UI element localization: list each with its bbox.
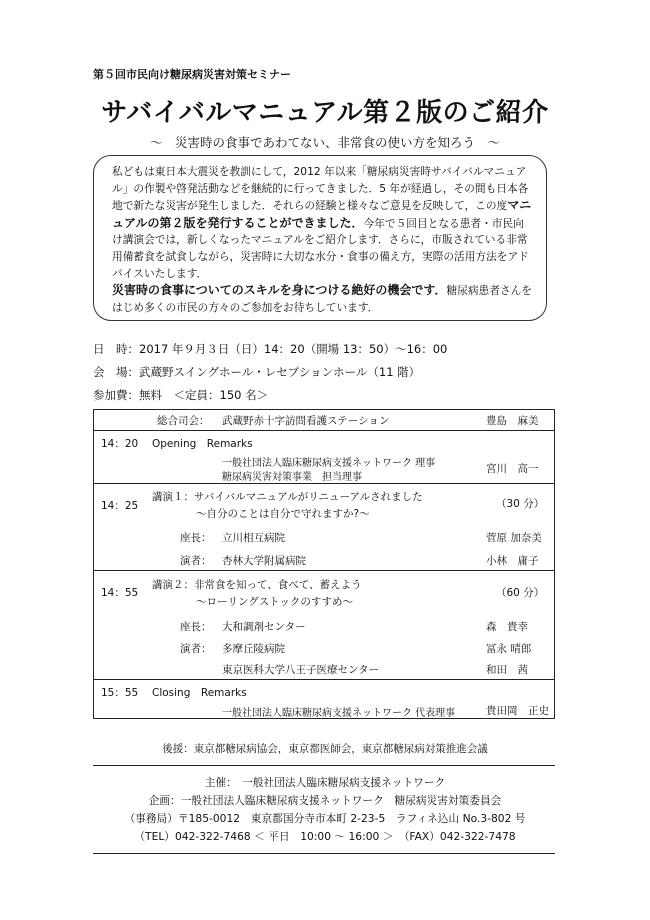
venue-value: 武蔵野スイングホール・レセプションホール（11 階）: [139, 365, 421, 379]
fee-value: 無料 ＜定員：150 名＞: [139, 388, 269, 402]
footer-rule-bottom: [93, 853, 555, 854]
speaker-org: 杏林大学附属病院: [222, 555, 306, 567]
chair-org: 立川相互病院: [222, 532, 285, 544]
presenter-org: 一般社団法人臨床糖尿病支援ネットワーク 代表理事: [222, 708, 456, 719]
event-date: [93, 341, 447, 357]
session-title: Closing Remarks: [152, 687, 247, 699]
session-subtitle: ～ローリングストックのすすめ～: [196, 596, 353, 608]
date-value: 2017 年９月３日（日）14：20（開場 13：50）～16：00: [139, 342, 448, 356]
speaker-org: 多摩丘陵病院: [222, 643, 285, 655]
event-fee: [93, 387, 268, 403]
speaker-label: 演者：: [180, 555, 212, 567]
footer-rule-top: [93, 765, 555, 766]
session-title: 講演１：サバイバルマニュアルがリニューアルされました: [152, 491, 423, 503]
mc-name: 豊島 麻美: [486, 415, 539, 427]
contact-line: （TEL）042-322-7468 ＜ 平日 10:00 ～ 16:00 ＞ （FAX）042-322-7478: [134, 830, 516, 843]
session-duration: （60 分）: [496, 587, 545, 599]
intro-box: [93, 155, 547, 321]
intro-highlight-2: 災害時の食事についてのスキルを身につける絶好の機会です．: [112, 283, 447, 298]
table-divider: [93, 570, 555, 571]
table-divider: [93, 679, 555, 680]
venue-label: 会 場：: [93, 365, 139, 379]
host-line: 主催： 一般社団法人臨床糖尿病支援ネットワーク: [204, 776, 446, 789]
seminar-series-label: 第５回市民向け糖尿病災害対策セミナー: [93, 68, 291, 81]
session-subtitle: ～自分のことは自分で守れますか?～: [196, 508, 370, 520]
event-venue: [93, 364, 420, 380]
chair-org: 大和調剤センター: [222, 621, 306, 633]
speaker-name: 和田 茜: [486, 664, 528, 676]
chair-label: 座長：: [180, 621, 212, 633]
session-time: 15：55: [101, 687, 139, 699]
date-label: 日 時：: [93, 342, 139, 356]
chair-label: 座長：: [180, 532, 212, 544]
presenter-org: 糖尿病災害対策事業 担当理事: [222, 472, 362, 483]
session-title: 講演２：非常食を知って、食べて、蓄えよう: [152, 579, 362, 591]
mc-label: 総合司会：: [157, 415, 210, 427]
speaker-label: 演者：: [180, 643, 212, 655]
mc-org: 武蔵野赤十字訪問看護ステーション: [222, 415, 390, 427]
intro-text-3: 糖尿病患者さんをはじめ多くの市民の方々のご参加をお待ちしています．: [112, 284, 532, 314]
intro-highlight-1: マニュアルの第２版を発行することができました．: [112, 198, 532, 230]
session-duration: （30 分）: [496, 498, 545, 510]
session-title: Opening Remarks: [152, 438, 253, 450]
session-time: 14：20: [101, 438, 139, 450]
sponsor-line: 後援：東京都糖尿病協会，東京都医師会，東京都糖尿病対策推進会議: [162, 743, 488, 755]
office-address: （事務局）〒185-0012 東京都国分寺市本町 2-23-5 ラフィネ込山 No.3-802 号: [124, 812, 526, 825]
presenter-org: 一般社団法人臨床糖尿病支援ネットワーク 理事: [222, 458, 436, 469]
session-time: 14：55: [101, 587, 139, 599]
page-title: サバイバルマニュアル第２版のご紹介: [101, 98, 549, 128]
intro-text-2: 今年で５回目となる患者・市民向け講演会では，新しくなったマニュアルをご紹介します．さらに，市販されている非常用備蓄食を試食しながら，災害時に大切な水分・食事の備え方，実際の活用方法をアドバイスいたします．: [112, 216, 529, 280]
chair-name: 森 貴幸: [486, 621, 528, 633]
speaker-name: 冨永 晴郎: [486, 643, 532, 655]
presenter-name: 宮川 高一: [486, 463, 539, 475]
intro-text-1: 私どもは東日本大震災を教訓にして，2012 年以来「糖尿病災害時サバイバルマニュアル」の作製や啓発活動などを継続的に行ってきました．5 年が経過し，その間も日本各地で新たな災害が発生しました．それらの経験と様々なご意見を反映して，この度: [112, 165, 529, 213]
presenter-name: 貴田岡 正史: [486, 705, 549, 717]
chair-name: 菅原 加奈美: [486, 532, 542, 544]
session-time: 14：25: [101, 500, 139, 512]
table-divider: [93, 483, 555, 484]
planning-line: 企画：一般社団法人臨床糖尿病支援ネットワーク 糖尿病災害対策委員会: [148, 794, 502, 807]
speaker-org: 東京医科大学八王子医療センター: [222, 664, 380, 676]
speaker-name: 小林 庸子: [486, 555, 539, 567]
fee-label: 参加費：: [93, 388, 139, 402]
page-subtitle: ～ 災害時の食事であわてない、非常食の使い方を知ろう ～: [149, 135, 500, 150]
table-divider: [93, 430, 555, 431]
